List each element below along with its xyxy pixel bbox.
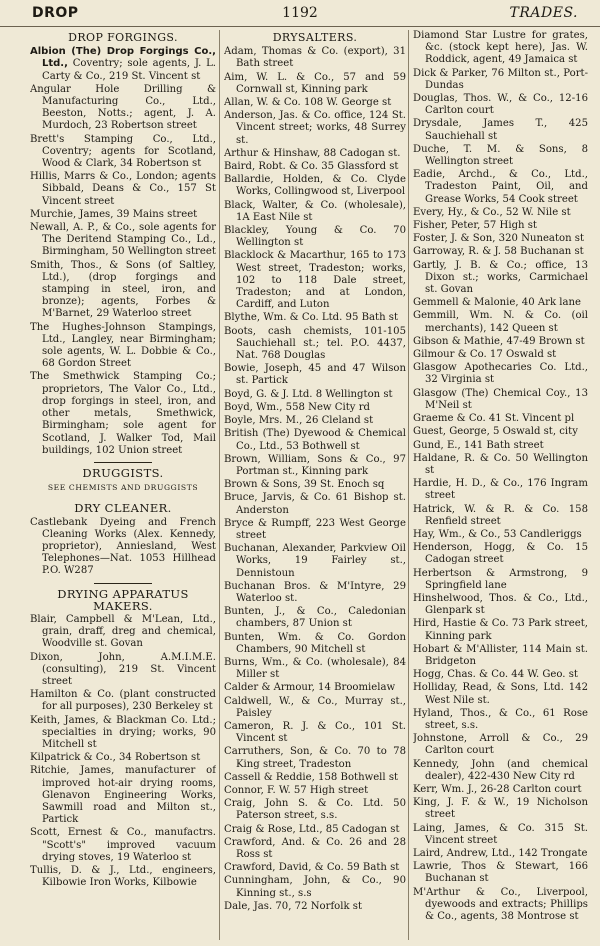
- list-item: Ballardie, Holden, & Co. Clyde Works, Collingwood st, Liverpool: [224, 174, 406, 198]
- list-item: Duche, T. M. & Sons, 8 Wellington street: [413, 143, 588, 168]
- list-item: Bryce & Rumpff, 223 West George street: [224, 517, 406, 541]
- list-item: Newall, A. P., & Co., sole agents for The Deritend Stamping Co., Ld., Birmingham, 50 Wellington street: [30, 222, 216, 258]
- list-item: Dick & Parker, 76 Milton st., Port-Dundas: [413, 67, 588, 91]
- list-item: Blacklock & Macarthur, 165 to 173 West street, Tradeston; works, 102 to 118 Dale street, Tradeston; and at London, Cardiff, and Luton: [224, 250, 406, 311]
- list-item: Black, Walter, & Co. (wholesale), 1A East Nile st: [224, 199, 406, 223]
- list-item: Hay, Wm., & Co., 53 Candleriggs: [413, 528, 582, 540]
- list-item: Hardie, H. D., & Co., 176 Ingram street: [413, 478, 588, 502]
- list-item: Keith, James, & Blackman Co. Ltd.; specialties in drying; works, 90 Mitchell st: [30, 714, 216, 750]
- list-item: Craig & Rose, Ltd., 85 Cadogan st: [224, 823, 400, 835]
- column-3: [413, 30, 588, 942]
- list-item: Gemmell & Malonie, 40 Ark lane: [413, 297, 582, 309]
- list-item: British (The) Dyewood & Chemical Co., Ltd., 53 Bothwell st: [224, 428, 406, 452]
- list-item: Angular Hole Drilling & Manufacturing Co., Ltd., Beeston, Notts.; agent, J. A. Murdoch, 23 Robertson street: [30, 83, 216, 132]
- cross-reference: SEE CHEMISTS AND DRUGGISTS: [47, 483, 199, 493]
- list-item: Calder & Armour, 14 Broomielaw: [224, 682, 396, 694]
- list-item: Ritchie, James, manufacturer of improved hot-air drying rooms, Glenavon Engineering Works, Sawmill road and Milton st., Partick: [30, 765, 216, 826]
- list-item: Eadie, Archd., & Co., Ltd., Tradeston Paint, Oil, and Grease Works, 54 Cook street: [413, 169, 588, 205]
- drysalters-list-continued: [413, 30, 588, 923]
- list-item: Graeme & Co. 41 St. Vincent pl: [413, 413, 575, 425]
- list-item: Tullis, D. & J., Ltd., engineers, Kilbowie Iron Works, Kilbowie: [30, 865, 216, 889]
- running-head-trades: TRADES.: [509, 5, 578, 21]
- list-item: Hamilton & Co. (plant constructed for all purposes), 230 Berkeley st: [30, 689, 216, 713]
- list-item: Bunten, Wm. & Co. Gordon Chambers, 90 Mitchell st: [224, 631, 406, 655]
- list-item: The Smethwick Stamping Co.; proprietors, The Valor Co., Ltd., drop forgings in steel, iron, and other metals, Smethwick, Birmingham; sole agent for Scotland, J. Walker Tod, Mail buildings, 102 Union street: [30, 371, 216, 456]
- list-item: Allan, W. & Co. 108 W. George st: [224, 97, 392, 109]
- list-item: Kerr, Wm. J., 26-28 Carlton court: [413, 783, 582, 795]
- section-heading-drysalters: DRYSALTERS.: [272, 31, 358, 44]
- list-item: Johnstone, Arroll & Co., 29 Carlton court: [413, 733, 588, 757]
- list-item: Carruthers, Son, & Co. 70 to 78 King street, Tradeston: [224, 746, 406, 770]
- list-item: Dixon, John, A.M.I.M.E. (consulting), 219 St. Vincent street: [30, 651, 216, 687]
- list-item: Dale, Jas. 70, 72 Norfolk st: [224, 900, 363, 912]
- list-item: Anderson, Jas. & Co. office, 124 St. Vincent street; works, 48 Surrey st.: [224, 110, 406, 146]
- list-item: The Hughes-Johnson Stampings, Ltd., Langley, near Birmingham; sole agents, W. L. Dobbie & Co., 68 Gordon Street: [30, 321, 216, 370]
- list-item: Gemmill, Wm. N. & Co. (oil merchants), 142 Queen st: [413, 310, 588, 334]
- list-item: Bowie, Joseph, 45 and 47 Wilson st. Partick: [224, 363, 406, 387]
- list-item: Blythe, Wm. & Co. Ltd. 95 Bath st: [224, 312, 399, 324]
- list-item: Buchanan Bros. & M'Intyre, 29 Waterloo st.: [224, 580, 406, 604]
- list-item: Hatrick, W. & R. & Co. 158 Renfield street: [413, 503, 588, 527]
- section-heading-druggists: DRUGGISTS.: [82, 465, 164, 480]
- list-item: Albion (The) Drop Forgings Co., Ltd., Coventry; sole agents, J. L. Carty & Co., 219 St. Vincent st: [30, 46, 216, 82]
- list-item: Laird, Andrew, Ltd., 142 Trongate: [413, 848, 588, 859]
- list-item: Gartly, J. B. & Co.; office, 13 Dixon st.; works, Carmichael st. Govan: [413, 259, 588, 296]
- column-divider: [219, 30, 220, 940]
- page-number: 1192: [282, 5, 318, 21]
- list-item: Haldane, R. & Co. 50 Wellington st: [413, 452, 588, 476]
- list-item: Connor, F. W. 57 High street: [224, 784, 369, 796]
- list-item: King, J. F. & W., 19 Nicholson street: [413, 797, 588, 821]
- list-item: Baird, Robt. & Co. 35 Glassford st: [224, 161, 399, 173]
- list-item: Hinshelwood, Thos. & Co., Ltd., Glenpark st: [413, 592, 588, 617]
- section-heading-dry-cleaner: DRY CLEANER.: [74, 501, 172, 516]
- list-item: Diamond Star Lustre for grates, &c. (stock kept here), Jas. W. Roddick, agent, 49 Jamaica st: [413, 30, 588, 66]
- list-item: Brown, William, Sons & Co., 97 Portman st., Kinning park: [224, 453, 406, 477]
- list-item: Scott, Ernest & Co., manufactrs. "Scott's" improved vacuum drying stoves, 19 Waterloo st: [30, 827, 216, 863]
- section-heading-drying-apparatus: DRYING APPARATUS MAKERS.: [57, 586, 189, 613]
- list-item: Cunningham, John, & Co., 90 Kinning st., s.s: [224, 875, 406, 899]
- list-item: Kennedy, John (and chemical dealer), 422-430 New City rd: [413, 758, 588, 782]
- list-item: Castlebank Dyeing and French Cleaning Works (Alex. Kennedy, proprietor), Anniesland, West Telephones—Nat. 1053 Hillhead P.O. W287: [30, 516, 216, 577]
- list-item: Gilmour & Co. 17 Oswald st: [413, 349, 557, 361]
- list-item: Guest, George, 5 Oswald st, city: [413, 426, 578, 438]
- list-item: Bruce, Jarvis, & Co. 61 Bishop st. Anderston: [224, 492, 406, 516]
- list-item: Blackley, Young & Co. 70 Wellington st: [224, 225, 406, 249]
- list-item: Laing, James, & Co. 315 St. Vincent street: [413, 822, 588, 846]
- list-item: Hyland, Thos., & Co., 61 Rose street, s.s.: [413, 707, 588, 731]
- list-item: Garroway, R. & J. 58 Buchanan st: [413, 246, 584, 258]
- list-item: Arthur & Hinshaw, 88 Cadogan st.: [224, 147, 401, 159]
- list-item: Cassell & Reddie, 158 Bothwell st: [224, 771, 399, 783]
- column-2: [224, 30, 406, 942]
- list-item: Hobart & M'Allister, 114 Main st. Bridgeton: [413, 643, 588, 667]
- list-item: Hillis, Marrs & Co., London; agents Sibbald, Deans & Co., 157 St Vincent street: [30, 171, 216, 207]
- list-item: Fisher, Peter, 57 High st: [413, 220, 537, 232]
- column-1: [30, 30, 216, 942]
- list-item: Craig, John S. & Co. Ltd. 50 Paterson street, s.s.: [224, 798, 406, 822]
- list-item: Lawrie, Thos & Stewart, 166 Buchanan st: [413, 861, 588, 885]
- list-item: Kilpatrick & Co., 34 Robertson st: [30, 752, 201, 764]
- list-item: Crawford, And. & Co. 26 and 28 Ross st: [224, 836, 406, 860]
- list-item: Drysdale, James T., 425 Sauchiehall st: [413, 118, 588, 142]
- list-item: Hird, Hastie & Co. 73 Park street, Kinning park: [413, 618, 588, 642]
- list-item: Glasgow (The) Chemical Coy., 13 M'Neil st: [413, 387, 588, 411]
- list-item: Boots, cash chemists, 101-105 Sauchiehall st.; tel. P.O. 4437, Nat. 768 Douglas: [224, 325, 406, 362]
- list-item: Boyd, Wm., 558 New City rd: [224, 401, 370, 413]
- list-item: Gund, E., 141 Bath street: [413, 439, 544, 451]
- entry-bold-name: Albion (The) Drop Forgings Co., Ltd.,: [30, 46, 216, 70]
- list-item: Caldwell, W., & Co., Murray st., Paisley: [224, 695, 406, 719]
- list-item: Crawford, David, & Co. 59 Bath st: [224, 862, 400, 874]
- list-item: Hogg, Chas. & Co. 44 W. Geo. st: [413, 669, 578, 681]
- list-item: Every, Hy., & Co., 52 W. Nile st: [413, 206, 571, 218]
- list-item: Douglas, Thos. W., & Co., 12-16 Carlton court: [413, 93, 588, 117]
- list-item: Gibson & Mathie, 47-49 Brown st: [413, 335, 585, 347]
- list-item: Holliday, Read, & Sons, Ltd. 142 West Nile st.: [413, 682, 588, 706]
- list-item: Boyle, Mrs. M., 26 Cleland st: [224, 415, 374, 427]
- page-header: [0, 0, 600, 27]
- list-item: Glasgow Apothecaries Co. Ltd., 32 Virginia st: [413, 362, 588, 386]
- list-item: Smith, Thos., & Sons (of Saltley, Ltd.), (drop forgings and stamping in steel, iron, and bronze); agents, Forbes & M'Barnet, 29 Waterloo street: [30, 259, 216, 320]
- list-item: M'Arthur & Co., Liverpool, dyewoods and extracts; Phillips & Co., agents, 38 Montrose st: [413, 886, 588, 923]
- list-item: Herbertson & Armstrong, 9 Springfield lane: [413, 567, 588, 591]
- section-rule: [94, 583, 152, 584]
- list-item: Adam, Thomas & Co. (export), 31 Bath street: [224, 46, 406, 70]
- running-head-drop: DROP: [32, 5, 79, 21]
- drysalters-list: [224, 46, 406, 913]
- list-item: Brett's Stamping Co., Ltd., Coventry; agents for Scotland, Wood & Clark, 34 Robertson st: [30, 133, 216, 170]
- list-item: Buchanan, Alexander, Parkview Oil Works, 19 Fairley st., Dennistoun: [224, 543, 406, 579]
- list-item: Burns, Wm., & Co. (wholesale), 84 Miller st: [224, 656, 406, 681]
- list-item: Murchie, James, 39 Mains street: [30, 208, 198, 220]
- column-divider: [408, 30, 409, 940]
- list-item: Cameron, R. J. & Co., 101 St. Vincent st: [224, 720, 406, 745]
- list-item: Foster, J. & Son, 320 Nuneaton st: [413, 233, 585, 245]
- list-item: Boyd, G. & J. Ltd. 8 Wellington st: [224, 388, 393, 400]
- list-item: Bunten, J., & Co., Caledonian chambers, 87 Union st: [224, 606, 406, 630]
- list-item: Blair, Campbell & M'Lean, Ltd., grain, draff, dreg and chemical, Woodville st. Govan: [30, 613, 216, 650]
- section-heading-drop-forgings: DROP FORGINGS.: [68, 31, 178, 44]
- list-item: Brown & Sons, 39 St. Enoch sq: [224, 479, 385, 491]
- section-rule: [94, 462, 152, 463]
- list-item: Aim, W. L. & Co., 57 and 59 Cornwall st, Kinning park: [224, 71, 406, 95]
- list-item: Henderson, Hogg, & Co. 15 Cadogan street: [413, 542, 588, 566]
